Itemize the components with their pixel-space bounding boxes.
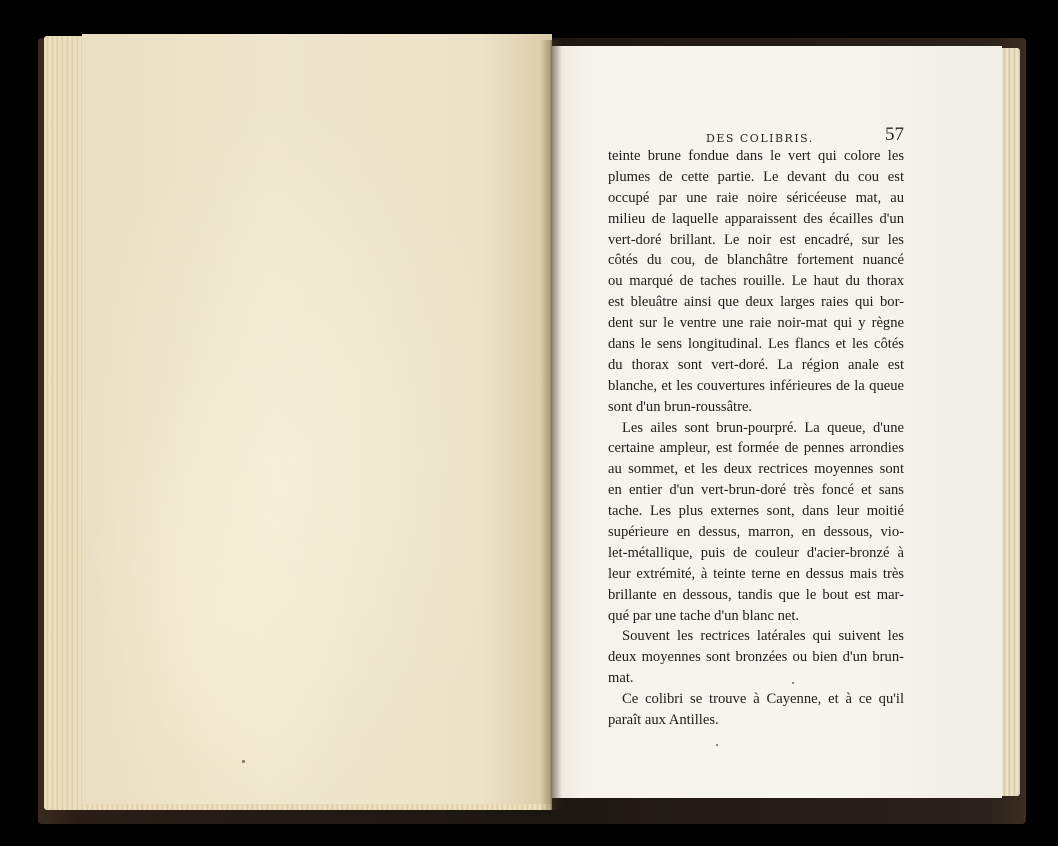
text-line: tache. Les plus externes sont, dans leur moitié <box>608 503 904 520</box>
book-gutter <box>540 40 562 810</box>
text-line: supérieure en dessus, marron, en dessous, vio- <box>608 524 904 541</box>
paper-speck <box>716 744 718 746</box>
text-line: mat. <box>608 670 634 687</box>
text-line: du thorax sont vert-doré. La région anale est <box>608 356 904 373</box>
text-line: Les ailes sont brun-pourpré. La queue, d'une <box>622 419 904 436</box>
text-line: vert-doré brillant. Le noir est encadré, sur les <box>608 231 904 248</box>
text-line: occupé par une raie noire séricéeuse mat, au <box>608 189 904 206</box>
running-head: DES COLIBRIS. <box>706 132 814 145</box>
paper-speck <box>242 760 245 763</box>
text-line: teinte brune fondue dans le vert qui colore les <box>608 148 904 164</box>
text-line: côtés du cou, de blanchâtre fortement nuancé <box>608 252 904 269</box>
left-page-blank <box>82 34 552 804</box>
text-line: let-métallique, puis de couleur d'acier-bronzé à <box>608 544 904 561</box>
text-line: sont d'un brun-roussâtre. <box>608 398 753 415</box>
text-line: certaine ampleur, est formée de pennes arrondies <box>608 440 904 457</box>
text-line: plumes de cette partie. Le devant du cou est <box>608 168 904 185</box>
text-line: Ce colibri se trouve à Cayenne, et à ce qu'il <box>622 691 904 708</box>
text-line: Souvent les rectrices latérales qui suivent les <box>622 628 904 645</box>
text-line: brillante en dessous, tandis que le bout est mar- <box>608 586 904 603</box>
text-line: ou marqué de taches rouille. Le haut du thorax <box>608 273 904 290</box>
paper-speck <box>792 682 794 684</box>
text-line: dans le sens longitudinal. Les flancs et les côtés <box>608 336 904 353</box>
text-line: leur extrémité, à teinte terne en dessus mais très <box>608 565 904 582</box>
text-line: au sommet, et les deux rectrices moyennes sont <box>608 461 904 478</box>
page-number: 57 <box>885 124 904 145</box>
text-line: en entier d'un vert-brun-doré très foncé et sans <box>608 482 904 499</box>
text-line: blanche, et les couvertures inférieures de la queue <box>608 377 904 394</box>
text-line: deux moyennes sont bronzées ou bien d'un brun- <box>608 649 904 666</box>
text-line: milieu de laquelle apparaissent des écailles d'un <box>608 210 904 227</box>
text-line: qué par une tache d'un blanc net. <box>608 607 800 624</box>
text-line: paraît aux Antilles. <box>608 712 719 729</box>
text-line: dent sur le ventre une raie noir-mat qui y règne <box>608 315 904 332</box>
text-line: est bleuâtre ainsi que deux larges raies qui bor- <box>608 294 904 311</box>
page-body-text <box>608 146 904 731</box>
